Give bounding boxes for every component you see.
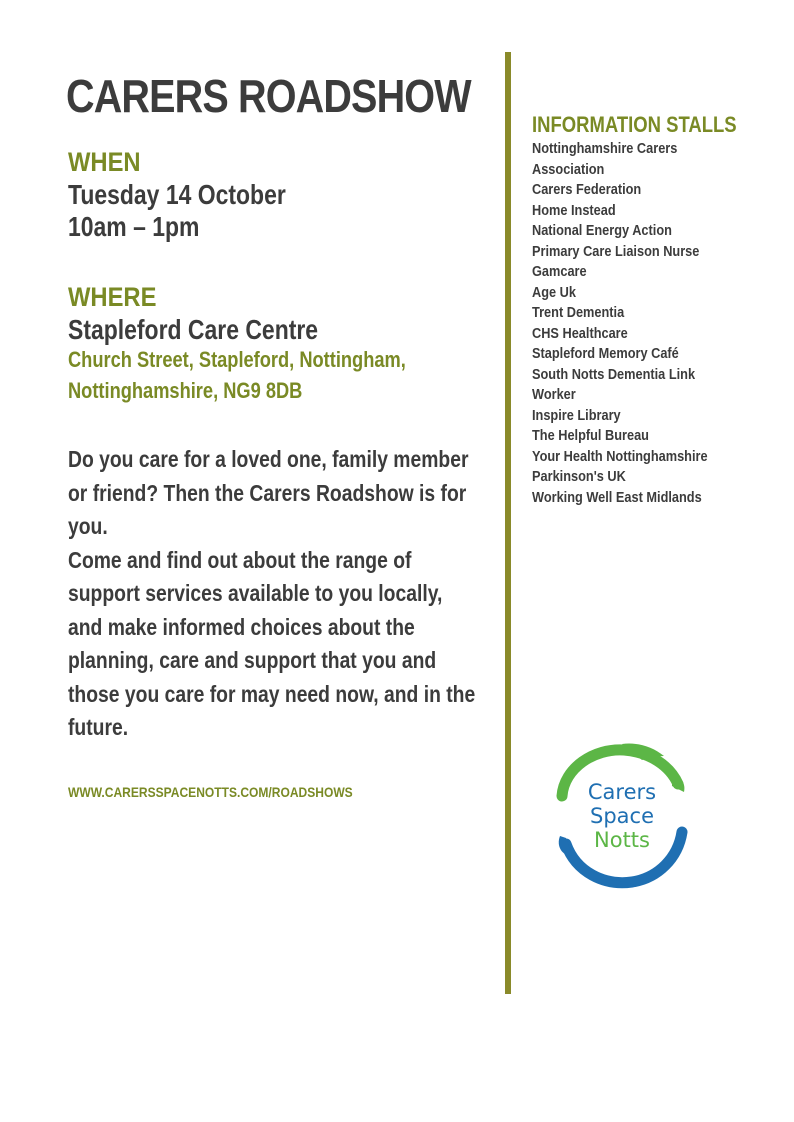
stall-item: Parkinson's UK (532, 469, 626, 485)
stall-item: National Energy Action (532, 223, 672, 239)
logo-line-1: Carers (587, 780, 657, 804)
stall-item: Nottinghamshire Carers (532, 141, 678, 157)
event-time: 10am – 1pm (68, 211, 200, 242)
website-link[interactable]: WWW.CARERSSPACENOTTS.COM/ROADSHOWS (68, 784, 353, 800)
description-paragraph-2: Come and find out about the range of support services available to you locally, and make informed choices about the planning, care and support that you and those you care for may need now, and in the future. (68, 546, 476, 740)
address-line-2: Nottinghamshire, NG9 8DB (68, 378, 303, 403)
where-heading: WHERE (68, 282, 157, 312)
description (68, 443, 480, 745)
stall-item: Carers Federation (532, 182, 642, 198)
description-paragraph-1: Do you care for a loved one, family member or friend? Then the Carers Roadshow is for you. (68, 446, 469, 539)
stall-item: Working Well East Midlands (532, 489, 702, 506)
logo-line-3: Notts (594, 828, 650, 852)
stall-item: Gamcare (532, 264, 587, 280)
stall-item: Age Uk (532, 284, 576, 301)
stall-item: South Notts Dementia Link (532, 366, 696, 383)
page-title: CARERS ROADSHOW (66, 70, 471, 122)
stall-item: Home Instead (532, 202, 616, 219)
stall-item: CHS Healthcare (532, 325, 628, 342)
stall-item: The Helpful Bureau (532, 428, 649, 444)
event-date: Tuesday 14 October (68, 179, 286, 210)
when-heading: WHEN (68, 147, 141, 177)
venue-name: Stapleford Care Centre (68, 314, 319, 345)
information-stalls-list (532, 139, 772, 508)
information-stalls-heading: INFORMATION STALLS (532, 112, 737, 137)
carers-space-notts-logo (552, 740, 692, 892)
stall-item: Worker (532, 387, 576, 403)
stall-item: Association (532, 161, 605, 178)
stall-item: Primary Care Liaison Nurse (532, 243, 700, 260)
stall-item: Stapleford Memory Café (532, 346, 679, 362)
stall-item: Trent Dementia (532, 305, 625, 321)
vertical-divider (505, 52, 511, 994)
address-line-1: Church Street, Stapleford, Nottingham, (68, 347, 406, 372)
stall-item: Your Health Nottinghamshire (532, 448, 708, 465)
stall-item: Inspire Library (532, 407, 621, 424)
logo-line-2: Space (590, 804, 654, 828)
